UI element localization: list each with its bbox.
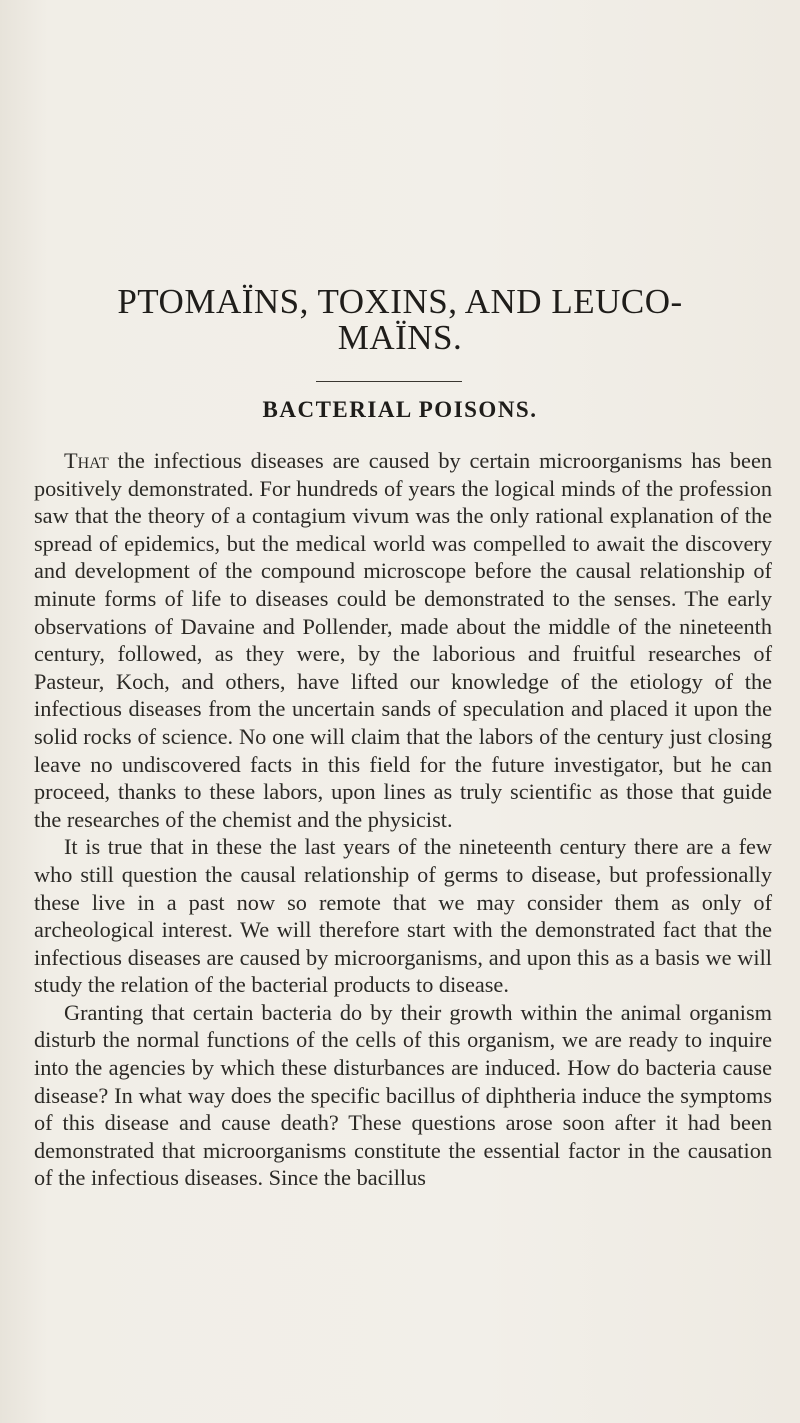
chapter-title: PTOMAÏNS, TOXINS, AND LEUCO-MAÏNS.	[117, 282, 683, 357]
paragraph-1	[34, 447, 772, 833]
paragraph-lead: That	[64, 448, 109, 473]
paragraph-2: It is true that in these the last years of the nineteenth century there are a few who still question the causal relationship of germs to disease, but professionally these live in a past now so remote that we may consider them as only of archeological interest. We will therefore start with the demonstrated fact that the infectious diseases are caused by microorganisms, and upon this as a basis we will study the relation of the bacterial products to disease.	[34, 834, 772, 998]
body-text	[34, 447, 772, 1192]
paragraph-3: Granting that certain bacteria do by their growth within the animal organism disturb the normal functions of the cells of this organism, we are ready to inquire into the agencies by which these disturbances are induced. How do bacteria cause disease? In what way does the specific bacillus of diphtheria induce the symptoms of this disease and cause death? These questions arose soon after it had been demonstrated that microorganisms constitute the essential factor in the causation of the infectious diseases. Since the bacillus	[34, 999, 772, 1191]
section-heading: BACTERIAL POISONS.	[262, 397, 538, 422]
paragraph-text: the infectious diseases are caused by certain microorganisms has been positively demonstrated. For hundreds of years the logical minds of the profession saw that the theory of a contagium vivum was the only rational explanation of the spread of epidemics, but the medical world was compelled to await the discovery and development of the compound microscope before the causal relationship of minute forms of life to diseases could be demonstrated to the senses. The early observations of Davaine and Pollender, made about the middle of the nineteenth century, followed, as they were, by the laborious and fruitful researches of Pasteur, Koch, and others, have lifted our knowledge of the etiology of the infectious diseases from the uncertain sands of speculation and placed it upon the solid rocks of science. No one will claim that the labors of the century just closing leave no undiscovered facts in this field for the future investigator, but he can proceed, thanks to these labors, upon lines as truly scientific as those that guide the researches of the chemist and the physicist.	[34, 448, 772, 832]
title-rule	[316, 381, 462, 382]
